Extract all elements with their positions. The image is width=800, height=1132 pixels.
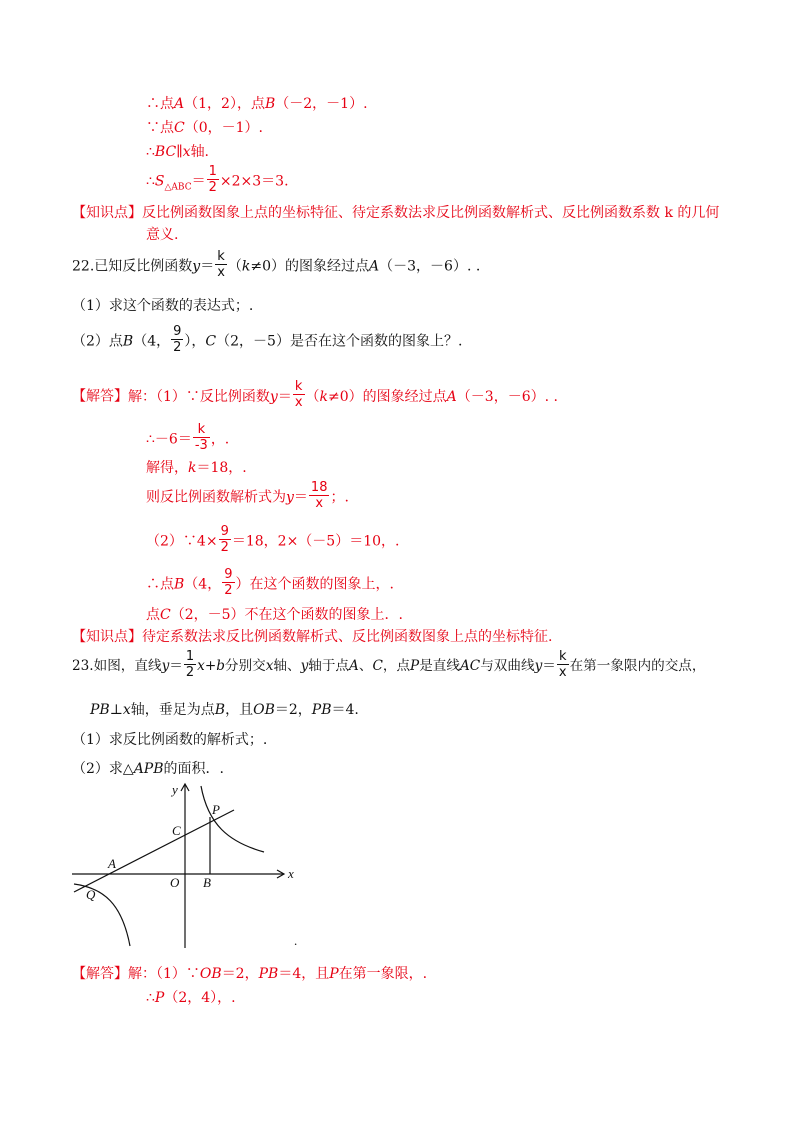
knowledge-point-1: 【知识点】反比例函数图象上点的坐标特征、待定系数法求反比例函数解析式、反比例函数系数 k 的几何 bbox=[72, 205, 720, 221]
label-p: P bbox=[212, 802, 220, 817]
solution-22-step-6: ∴点B（4， $\frac{9}{2}$ ）在这个函数的图象上，. bbox=[146, 567, 394, 598]
label-y: y bbox=[172, 782, 178, 797]
question-22-part-2: （2）点B（4， $\frac{9}{2}$ ），C（2，－5）是否在这个函数的图象上？. bbox=[72, 324, 463, 355]
solution-22-step-7: 点C（2，－5）不在这个函数的图象上．. bbox=[146, 607, 403, 623]
label-o: O bbox=[170, 875, 180, 890]
figure-dot: . bbox=[294, 933, 298, 948]
knowledge-point-2: 【知识点】待定系数法求反比例函数解析式、反比例函数图象上点的坐标特征. bbox=[72, 629, 553, 645]
label-b: B bbox=[203, 875, 211, 890]
solution-22-step-5: （2）∵4× $\frac{9}{2}$ ＝18，2×（－5）＝10，. bbox=[146, 524, 400, 555]
answer-line-bc-parallel: ∴BC∥x轴. bbox=[146, 144, 210, 160]
label-x: x bbox=[288, 866, 294, 881]
question-23-condition: PB⊥x轴，垂足为点B，且OB＝2，PB＝4. bbox=[90, 702, 359, 718]
answer-line-point-c: ∵点C（0，－1）. bbox=[146, 120, 263, 136]
coordinate-figure bbox=[68, 780, 308, 952]
label-q: Q bbox=[86, 887, 96, 902]
label-a: A bbox=[108, 856, 116, 871]
question-22-part-1: （1）求这个函数的表达式；. bbox=[72, 298, 254, 314]
hyperbola-branch-third-quadrant bbox=[74, 884, 130, 946]
question-23-part-1: （1）求反比例函数的解析式；. bbox=[72, 732, 268, 748]
knowledge-point-1-cont: 意义. bbox=[146, 227, 179, 243]
question-23-part-2: （2）求△APB的面积．. bbox=[72, 761, 224, 777]
answer-line-points-a-b: ∴点A（1，2），点B（－2，－1）. bbox=[146, 96, 368, 112]
solution-22-step-1: 【解答】解：（1）∵反比例函数y＝ $\frac{k}{x}$ （k≠0）的图象经过点A（－3，－6）. . bbox=[72, 379, 558, 410]
solution-22-step-2: ∴－6＝ $\frac{k}{-3}$ ，. bbox=[146, 422, 230, 453]
solution-23-step-2: ∴P（2，4），. bbox=[146, 990, 236, 1006]
question-23: 23.如图，直线y＝ $\frac{1}{2}$ x+b分别交x轴、y轴于点A、C，点P是直线AC与双曲线y＝ $\frac{k}{x}$ 在第一象限内的交点， bbox=[72, 649, 706, 680]
fraction-one-half: $\frac{1}{2}$ bbox=[208, 164, 217, 195]
solution-22-step-4: 则反比例函数解析式为y＝ $\frac{18}{x}$ ；. bbox=[146, 480, 349, 511]
solution-22-step-3: 解得，k＝18，. bbox=[146, 460, 247, 476]
question-22: 22.已知反比例函数y＝ $\frac{k}{x}$ （k≠0）的图象经过点A（－3，－6）. . bbox=[72, 249, 481, 280]
label-c: C bbox=[172, 823, 181, 838]
answer-line-area: $\therefore S_{\triangle ABC}=$ $\frac{1}{2}$ ×2×3＝3. bbox=[146, 164, 289, 195]
solution-23-step-1: 【解答】解：（1）∵OB＝2，PB＝4，且P在第一象限，. bbox=[72, 966, 428, 982]
